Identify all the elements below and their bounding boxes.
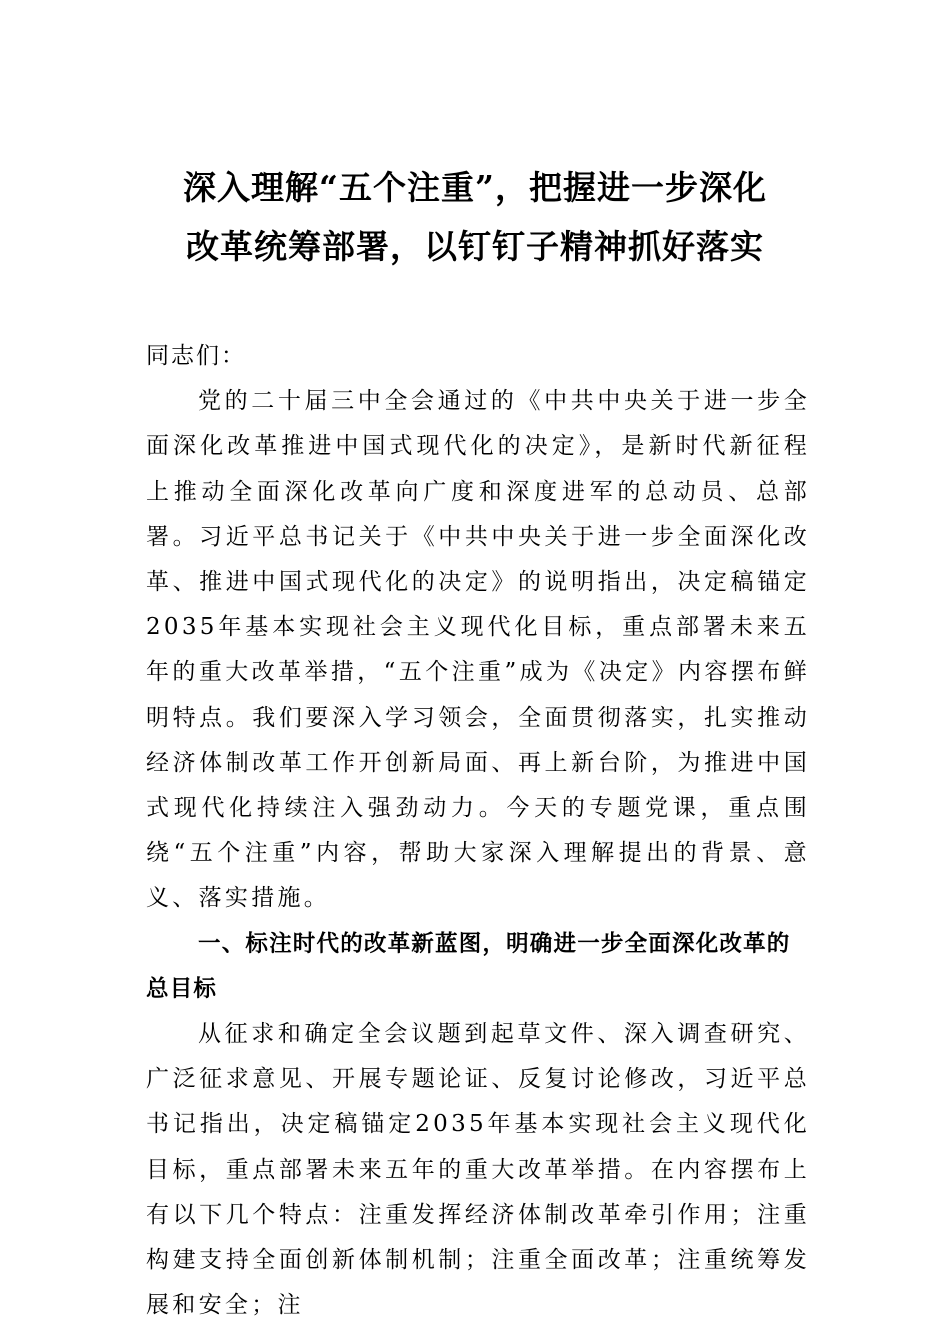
document-title (120, 158, 830, 276)
salutation: 同志们： (146, 343, 246, 369)
title-line-1: 深入理解“五个注重”，把握进一步深化 (183, 168, 767, 207)
document-body (146, 334, 810, 1328)
paragraph-intro: 党的二十届三中全会通过的《中共中央关于进一步全面深化改革推进中国式现代化的决定》，是新时代新征程上推动全面深化改革向广度和深度进军的总动员、总部署。习近平总书记关于《中共中央关于进一步全面深化改革、推进中国式现代化的决定》的说明指出，决定稿锚定2035年基本实现社会主义现代化目标，重点部署未来五年的重大改革举措，“五个注重”成为《决定》内容摆布鲜明特点。我们要深入学习领会，全面贯彻落实，扎实推动经济体制改革工作开创新局面、再上新台阶，为推进中国式现代化持续注入强劲动力。今天的专题党课，重点围绕“五个注重”内容，帮助大家深入理解提出的背景、意义、落实措施。 (146, 388, 810, 912)
paragraph-section-1: 从征求和确定全会议题到起草文件、深入调查研究、广泛征求意见、开展专题论证、反复讨论修改，习近平总书记指出，决定稿锚定2035年基本实现社会主义现代化目标，重点部署未来五年的重大改革举措。在内容摆布上有以下几个特点：注重发挥经济体制改革牵引作用；注重构建支持全面创新体制机制；注重全面改革；注重统筹发展和安全；注 (146, 1021, 810, 1319)
section-heading-1: 一、标注时代的改革新蓝图，明确进一步全面深化改革的总目标 (146, 930, 791, 1002)
title-line-2: 改革统筹部署，以钉钉子精神抓好落实 (186, 227, 764, 266)
